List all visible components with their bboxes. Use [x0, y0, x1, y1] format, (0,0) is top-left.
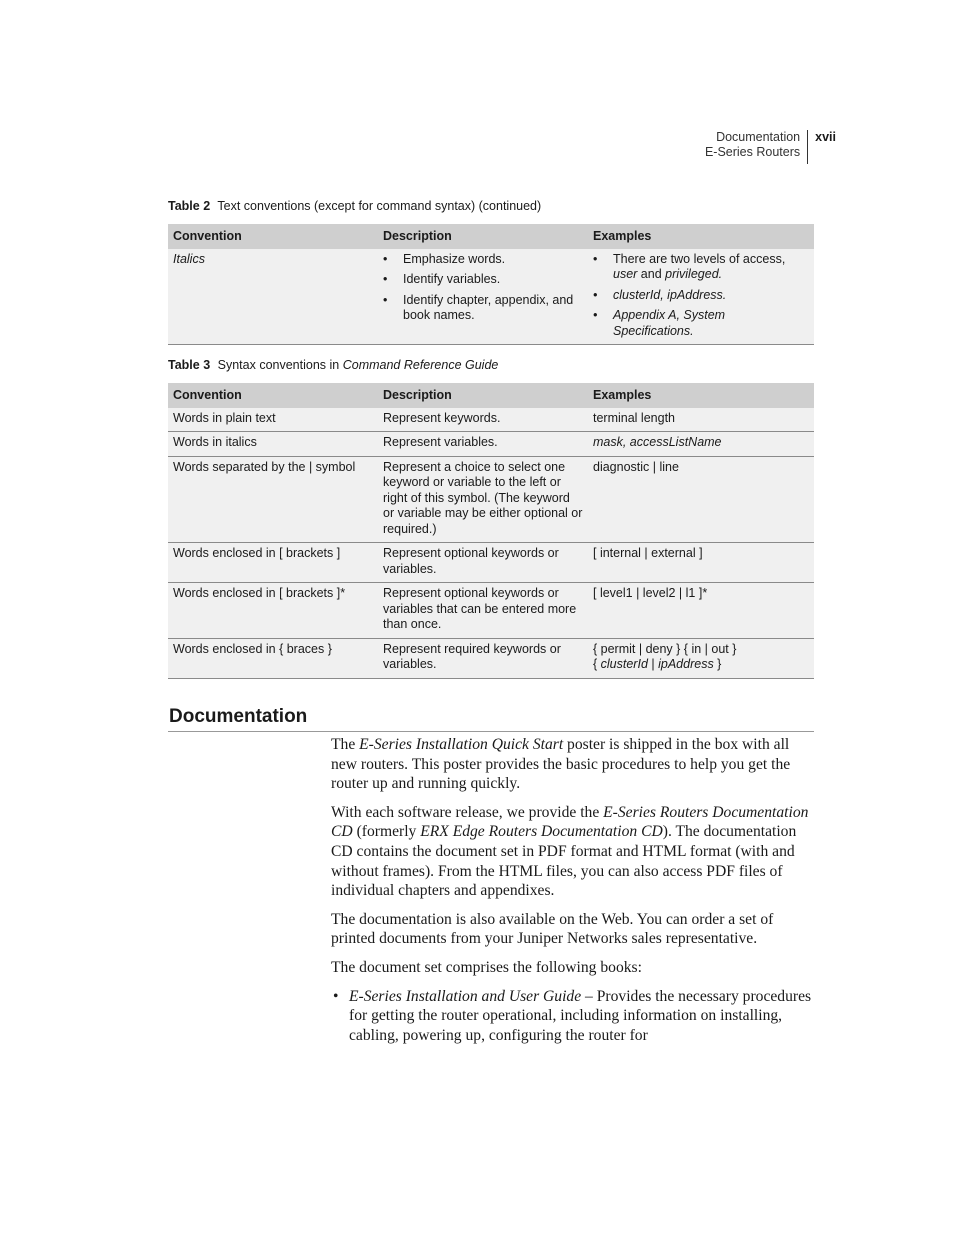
table-row [168, 543, 814, 583]
table-row [168, 583, 814, 639]
table-cell-example: diagnostic | line [588, 456, 814, 543]
list-item: • clusterId, ipAddress. [593, 288, 809, 304]
table-cell-convention: Italics [168, 249, 378, 345]
table3-caption [168, 358, 498, 372]
table-row [168, 638, 814, 678]
table3-col-examples: Examples [588, 383, 814, 408]
example-text: { [593, 657, 601, 671]
table-cell-example: [ level1 | level2 | l1 ]* [588, 583, 814, 639]
table-cell-description [378, 249, 588, 345]
table2-col-description: Description [378, 224, 588, 249]
example-text: } [713, 657, 722, 671]
paragraph [331, 803, 815, 901]
example-italic: user [613, 267, 638, 281]
running-head-chapter: Documentation [716, 130, 801, 144]
table3-label: Table 3 [168, 358, 211, 372]
paragraph: The documentation is also available on the Web. You can order a set of printed documents from your Juniper Networks sales representative. [331, 910, 774, 948]
paragraph-text: poster is shipped in the box with all new routers. This poster provides the basic procedures to help you get the router up and running quickly. [331, 736, 791, 793]
list-item [331, 987, 815, 1046]
table-cell-example: terminal length [588, 408, 814, 432]
list-item: • Identify chapter, appendix, and book names. [383, 293, 583, 324]
section-heading: Documentation [169, 706, 308, 727]
list-item [593, 252, 809, 283]
list-item: • Appendix A, System Specifications. [593, 308, 809, 339]
book-list [331, 987, 815, 1046]
example-italic: ipAddress [658, 657, 714, 671]
table2-header-row [168, 224, 814, 249]
book-title: ERX Edge Routers Documentation CD [420, 823, 663, 841]
list-item: • Identify variables. [383, 272, 583, 288]
table3-header-row [168, 383, 814, 408]
table2 [168, 224, 814, 345]
example-italic: privileged. [665, 267, 723, 281]
table-cell-convention: Words in plain text [168, 408, 378, 432]
table-row [168, 249, 814, 345]
paragraph: The document set comprises the following books: [331, 958, 642, 976]
table-cell-example: [ internal | external ] [588, 543, 814, 583]
table3 [168, 383, 814, 679]
example-line: { permit | deny } { in | out } [593, 641, 737, 656]
paragraph-text: (formerly [352, 823, 421, 841]
table-cell-convention: Words enclosed in { braces } [168, 638, 378, 678]
table-cell-description: Represent required keywords or variables. [378, 638, 588, 678]
table2-caption [168, 199, 541, 213]
table-cell-convention: Words enclosed in [ brackets ] [168, 543, 378, 583]
table-row [168, 408, 814, 432]
section-body [331, 735, 815, 1045]
example-line [593, 657, 809, 673]
book-title: E-Series Installation Quick Start [359, 736, 564, 753]
paragraph-text: – Provides the necessary procedures for getting the router operational, including information on installing, cabling, powering up, configuring the router for [349, 987, 812, 1044]
table2-col-examples: Examples [588, 224, 814, 249]
list-item: • Emphasize words. [383, 252, 583, 268]
table-cell-description: Represent optional keywords or variables that can be entered more than once. [378, 583, 588, 639]
table-cell-description: Represent keywords. [378, 408, 588, 432]
table-row [168, 456, 814, 543]
examples-list [593, 252, 809, 340]
table3-col-convention: Convention [168, 383, 378, 408]
paragraph [331, 735, 815, 794]
table-cell-example [588, 638, 814, 678]
paragraph-text: With each software release, we provide the [331, 803, 604, 821]
table-cell-convention: Words enclosed in [ brackets ]* [168, 583, 378, 639]
table-row [168, 432, 814, 457]
example-text: There are two levels of access, [613, 251, 786, 266]
section-divider [168, 731, 814, 732]
example-text: | [647, 657, 659, 671]
table3-caption-text: Syntax conventions in [217, 358, 343, 372]
table2-col-convention: Convention [168, 224, 378, 249]
table2-caption-text: Text conventions (except for command syntax) (continued) [217, 199, 542, 213]
page-number: xvii [815, 130, 836, 144]
running-head-titles [705, 130, 807, 160]
paragraph-text: ). The documentation CD contains the document set in PDF format and HTML format (with and without frames). From the HTML files, you can also access PDF files of individual chapters and appendixes. [331, 823, 797, 900]
table-cell-description: Represent variables. [378, 432, 588, 457]
book-title: E-Series Routers Documentation CD [331, 803, 809, 841]
table-cell-description: Represent optional keywords or variables. [378, 543, 588, 583]
table-cell-convention: Words separated by the | symbol [168, 456, 378, 543]
table3-caption-guide: Command Reference Guide [342, 358, 499, 372]
running-head [705, 130, 836, 164]
paragraph-text: The [331, 736, 360, 753]
table-cell-convention: Words in italics [168, 432, 378, 457]
table-cell-example: mask, accessListName [588, 432, 814, 457]
description-list [383, 252, 583, 324]
table-cell-examples [588, 249, 814, 345]
table3-col-description: Description [378, 383, 588, 408]
table2-label: Table 2 [168, 199, 211, 213]
example-italic: clusterId [600, 657, 648, 671]
table-cell-description: Represent a choice to select one keyword or variable to the left or right of this symbol. (The keyword or variable may be either optional or required.) [378, 456, 588, 543]
book-title: E-Series Installation and User Guide [349, 987, 582, 1005]
example-text: and [637, 267, 666, 281]
running-head-book: E-Series Routers [704, 145, 801, 159]
